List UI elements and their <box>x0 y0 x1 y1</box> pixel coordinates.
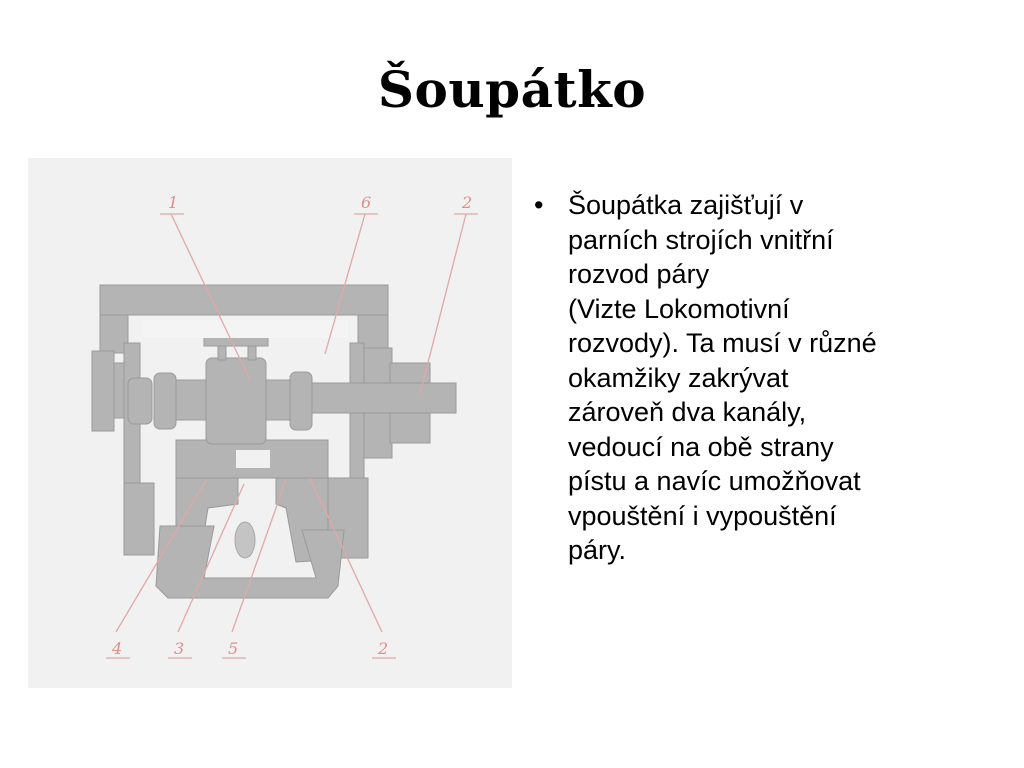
bullet-line: rozvody). Ta musí v různé <box>568 328 877 358</box>
bullet-line: vpouštění i vypouštění <box>568 500 837 531</box>
bullet-line: (Vizte Lokomotivní <box>568 293 790 324</box>
bullet-list <box>530 188 1000 568</box>
bullet-line: Šoupátka zajišťují v <box>568 190 804 220</box>
bullet-line: okamžiky zakrývat <box>568 362 789 393</box>
bullet-line: parních strojích vnitřní <box>568 224 834 255</box>
diagram-label-2: 2 <box>462 193 473 212</box>
diagram-label-2b: 2 <box>378 639 389 658</box>
slide-valve-diagram <box>28 158 512 688</box>
bullet-symbol: • <box>534 190 544 220</box>
diagram-label-3: 3 <box>174 639 185 658</box>
bullet-line: rozvod páry <box>568 259 710 289</box>
bullet-line: pístu a navíc umožňovat <box>568 466 861 496</box>
bullet-line: páry. <box>568 535 627 565</box>
bullet-text <box>568 188 968 568</box>
bullet-line: zároveň dva kanály, <box>568 397 807 427</box>
diagram-label-6: 6 <box>361 193 372 212</box>
diagram-label-4: 4 <box>112 639 123 658</box>
slide-title: Šoupátko <box>377 60 647 119</box>
bullet-line: vedoucí na obě strany <box>568 431 834 462</box>
diagram-label-1: 1 <box>168 193 179 212</box>
diagram-label-5: 5 <box>228 639 239 658</box>
bullet-item <box>530 188 1000 568</box>
